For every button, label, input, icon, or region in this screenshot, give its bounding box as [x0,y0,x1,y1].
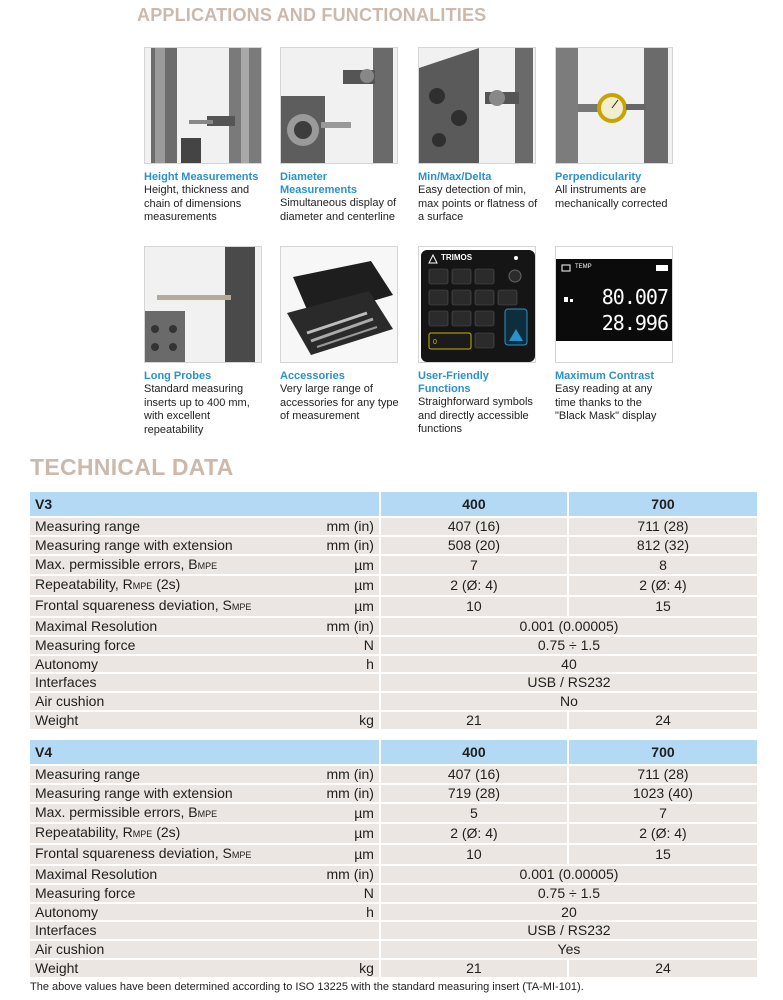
feature-desc: Very large range of accessories for any type of measurement [280,383,399,422]
feature-title: Maximum Contrast [555,370,655,382]
column-400: 400 [381,492,569,516]
accessories-case-photo [280,246,398,363]
feature-card-minmax [418,47,538,225]
column-700: 700 [569,740,757,764]
feature-title: Long Probes [144,370,212,382]
table-header-row [30,740,757,764]
row-value: 15 [569,597,757,616]
row-label-text: Repeatability, R [35,576,133,593]
table-row [30,674,757,691]
row-unit: h [313,656,381,673]
row-value: 21 [381,712,569,729]
row-label [30,556,313,575]
row-value: 407 (16) [381,766,569,783]
feature-desc: Height, thickness and chain of dimensions measurements [144,184,250,223]
spec-table-v4 [30,738,757,979]
spec-table-v3 [30,490,757,731]
row-value: 21 [381,960,569,977]
technical-data-heading: TECHNICAL DATA [30,454,234,480]
feature-desc: Easy detection of min, max points or flatness of a surface [418,184,538,223]
keypad-brand: TRIMOS [441,253,473,262]
row-unit: mm (in) [313,766,381,783]
table-row [30,845,757,864]
feature-card-long-probes [144,246,264,437]
row-value: USB / RS232 [381,922,757,939]
long-probes-photo [144,246,262,363]
feature-desc: Easy reading at any time thanks to the "Black Mask" display [555,383,657,422]
model-name: V4 [30,740,381,764]
row-value: 10 [381,597,569,616]
row-unit: µm [313,597,381,616]
row-unit: µm [313,845,381,864]
table-header-row [30,492,757,516]
row-label: Interfaces [30,922,313,939]
row-unit: µm [313,576,381,595]
row-label: Autonomy [30,904,313,921]
row-label: Measuring range [30,518,313,535]
row-unit [313,674,381,691]
row-unit: N [313,885,381,902]
row-value: 40 [381,656,757,673]
display-reading-2: 28.996 [601,311,668,335]
row-value: 20 [381,904,757,921]
row-value: No [381,693,757,710]
row-unit: h [313,904,381,921]
feature-card-diameter [280,47,400,224]
applications-heading: APPLICATIONS AND FUNCTIONALITIES [137,5,487,25]
feature-card-height [144,47,264,225]
table-row [30,785,757,802]
row-label-text: Max. permissible errors, B [35,803,198,820]
table-row [30,866,757,883]
table-row [30,712,757,729]
row-unit [313,941,381,958]
feature-title: User-Friendly Functions [418,370,489,395]
row-label-subscript: MPE [231,850,252,861]
feature-card-contrast [555,246,675,424]
row-value: 2 (Ø: 4) [569,576,757,595]
row-value: 0.75 ÷ 1.5 [381,637,757,654]
keypad-photo [418,246,536,363]
row-label: Measuring force [30,885,313,902]
perpendicularity-photo [555,47,673,164]
feature-title: Height Measurements [144,171,259,183]
row-label: Autonomy [30,656,313,673]
row-value: 7 [381,556,569,575]
svg-text:0: 0 [433,339,437,346]
table-row [30,922,757,939]
row-value: 24 [569,960,757,977]
row-value: Yes [381,941,757,958]
row-label [30,576,313,595]
row-unit: mm (in) [313,866,381,883]
table-row [30,597,757,616]
feature-title: Perpendicularity [555,171,642,183]
row-unit: mm (in) [313,537,381,554]
row-label-text: Max. permissible errors, B [35,555,198,572]
display-reading-1: 80.007 [601,285,668,309]
row-label-subscript: MPE [132,829,153,840]
row-value: 1023 (40) [569,785,757,802]
table-row [30,904,757,921]
row-label-subscript: MPE [132,581,153,592]
row-value: 2 (Ø: 4) [381,824,569,843]
row-unit: N [313,637,381,654]
row-unit: kg [313,712,381,729]
row-value: 8 [569,556,757,575]
row-unit: mm (in) [313,618,381,635]
table-row [30,576,757,595]
row-value: USB / RS232 [381,674,757,691]
row-label-text: Frontal squareness deviation, S [35,845,232,862]
feature-desc: Straighforward symbols and directly accessible functions [418,396,533,435]
row-label: Air cushion [30,941,313,958]
feature-title: Accessories [280,370,345,382]
row-label-subscript: MPE [197,560,218,571]
row-label: Maximal Resolution [30,866,313,883]
table-row [30,518,757,535]
display-top-label: TEMP [575,264,592,270]
row-label: Measuring range [30,766,313,783]
row-value: 719 (28) [381,785,569,802]
minmax-measurement-photo [418,47,536,164]
footnote: The above values have been determined according to ISO 13225 with the standard measuring insert (TA-MI-101). [30,981,584,993]
row-label [30,845,313,864]
row-value: 2 (Ø: 4) [569,824,757,843]
black-mask-display-photo [555,246,673,363]
row-value: 0.001 (0.00005) [381,618,757,635]
table-row [30,824,757,843]
column-400: 400 [381,740,569,764]
row-value: 711 (28) [569,766,757,783]
table-row [30,656,757,673]
row-unit: µm [313,804,381,823]
row-label: Measuring force [30,637,313,654]
column-700: 700 [569,492,757,516]
row-label-text: Repeatability, R [35,824,133,841]
row-unit: kg [313,960,381,977]
table-row [30,693,757,710]
row-unit: µm [313,556,381,575]
row-label-subscript: MPE [231,602,252,613]
row-value: 15 [569,845,757,864]
row-label-text: Frontal squareness deviation, S [35,597,232,614]
row-value: 7 [569,804,757,823]
table-row [30,637,757,654]
row-label: Air cushion [30,693,313,710]
feature-desc: All instruments are mechanically corrected [555,184,668,210]
table-row [30,556,757,575]
row-label: Measuring range with extension [30,537,313,554]
feature-card-accessories [280,246,400,424]
row-value: 407 (16) [381,518,569,535]
row-value: 10 [381,845,569,864]
row-label: Interfaces [30,674,313,691]
row-label: Measuring range with extension [30,785,313,802]
table-row [30,537,757,554]
table-row [30,941,757,958]
row-label: Weight [30,712,313,729]
feature-desc: Standard measuring inserts up to 400 mm, with excellent repeatability [144,383,250,436]
table-row [30,804,757,823]
table-row [30,960,757,977]
row-value: 2 (Ø: 4) [381,576,569,595]
feature-title: Min/Max/Delta [418,171,492,183]
diameter-measurement-photo [280,47,398,164]
row-label: Weight [30,960,313,977]
row-label [30,597,313,616]
model-name: V3 [30,492,381,516]
row-label-suffix: (2s) [152,824,181,841]
feature-desc: Simultaneous display of diameter and centerline [280,197,397,223]
table-row [30,885,757,902]
row-label-subscript: MPE [197,808,218,819]
row-value: 0.75 ÷ 1.5 [381,885,757,902]
row-value: 5 [381,804,569,823]
height-measurement-photo [144,47,262,164]
row-unit: mm (in) [313,518,381,535]
row-unit [313,693,381,710]
table-row [30,766,757,783]
row-unit [313,922,381,939]
row-label: Maximal Resolution [30,618,313,635]
row-unit: mm (in) [313,785,381,802]
row-value: 812 (32) [569,537,757,554]
row-label-suffix: (2s) [152,576,181,593]
row-unit: µm [313,824,381,843]
row-value: 711 (28) [569,518,757,535]
feature-title: Diameter Measurements [280,171,358,196]
row-label [30,824,313,843]
row-label [30,804,313,823]
feature-card-perpendicularity [555,47,675,211]
table-row [30,618,757,635]
feature-card-user-friendly [418,246,538,437]
row-value: 0.001 (0.00005) [381,866,757,883]
row-value: 508 (20) [381,537,569,554]
row-value: 24 [569,712,757,729]
